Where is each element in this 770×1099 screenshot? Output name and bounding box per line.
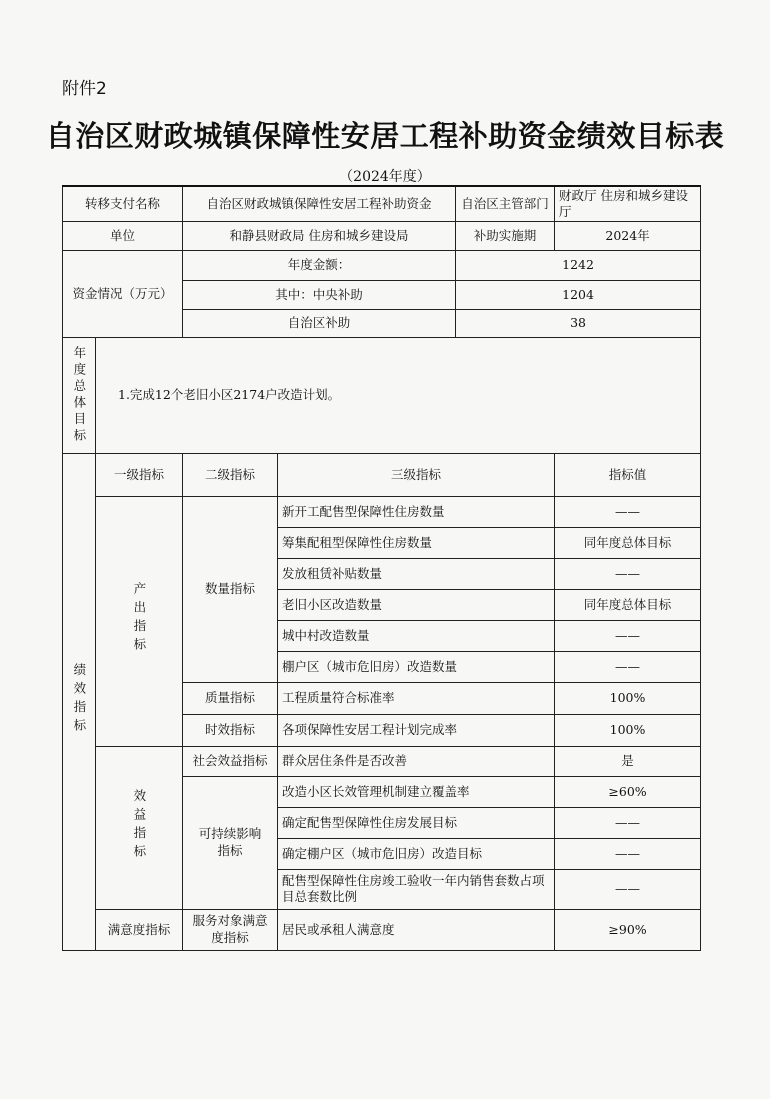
central-subsidy-value: 1204 [456,280,701,309]
level3-indicator: 配售型保障性住房竣工验收一年内销售套数占项目总套数比例 [278,869,555,909]
indicator-value: ≥90% [555,909,701,950]
level3-indicator: 群众居住条件是否改善 [278,746,555,776]
level3-indicator: 筹集配租型保障性住房数量 [278,527,555,558]
indicator-value: —— [555,838,701,869]
indicator-value: —— [555,558,701,589]
level3-indicator: 确定棚户区（城市危旧房）改造目标 [278,838,555,869]
indicator-value: —— [555,807,701,838]
indicator-value: —— [555,496,701,527]
level3-indicator: 城中村改造数量 [278,620,555,651]
indicator-value: —— [555,651,701,682]
attachment-label: 附件2 [62,79,107,99]
page-title: 自治区财政城镇保障性安居工程补助资金绩效目标表 [45,119,725,153]
year-label: （2024年度） [339,169,431,185]
level3-indicator: 居民或承租人满意度 [278,909,555,950]
level2-quality: 质量指标 [183,682,278,714]
level3-indicator: 新开工配售型保障性住房数量 [278,496,555,527]
performance-indicator-label: 绩效指标 [63,453,96,950]
level3-indicator: 确定配售型保障性住房发展目标 [278,807,555,838]
level3-indicator: 各项保障性安居工程计划完成率 [278,714,555,746]
level1-output: 产出指标 [96,496,183,746]
level1-satisfaction: 满意度指标 [96,909,183,950]
annual-goal-value: 1.完成12个老旧小区2174户改造计划。 [96,337,701,453]
indicator-value: 100% [555,682,701,714]
level2-timeliness: 时效指标 [183,714,278,746]
indicator-value: 100% [555,714,701,746]
transfer-name-label: 转移支付名称 [63,186,183,221]
header-value: 指标值 [555,453,701,496]
dept-label: 自治区主管部门 [456,186,555,221]
level2-social: 社会效益指标 [183,746,278,776]
level3-indicator: 发放租赁补贴数量 [278,558,555,589]
indicator-value: ≥60% [555,776,701,807]
indicator-value: 同年度总体目标 [555,589,701,620]
period-label: 补助实施期 [456,221,555,250]
annual-goal-label: 年度总体目标 [63,337,96,453]
indicator-value: 同年度总体目标 [555,527,701,558]
header-level2: 二级指标 [183,453,278,496]
level2-sustain: 可持续影响指标 [183,776,278,909]
level1-benefit: 效益指标 [96,746,183,909]
central-subsidy-label: 其中：中央补助 [183,280,456,309]
period-value: 2024年 [555,221,701,250]
level3-indicator: 工程质量符合标准率 [278,682,555,714]
annual-amount-value: 1242 [456,250,701,280]
annual-amount-label: 年度金额： [183,250,456,280]
level3-indicator: 改造小区长效管理机制建立覆盖率 [278,776,555,807]
level3-indicator: 老旧小区改造数量 [278,589,555,620]
header-level1: 一级指标 [96,453,183,496]
level2-quantity: 数量指标 [183,496,278,682]
unit-label: 单位 [63,221,183,250]
indicator-value: —— [555,620,701,651]
region-subsidy-label: 自治区补助 [183,309,456,337]
unit-value: 和静县财政局 住房和城乡建设局 [183,221,456,250]
header-level3: 三级指标 [278,453,555,496]
transfer-name-value: 自治区财政城镇保障性安居工程补助资金 [183,186,456,221]
indicator-value: 是 [555,746,701,776]
dept-value: 财政厅 住房和城乡建设厅 [555,186,701,221]
level3-indicator: 棚户区（城市危旧房）改造数量 [278,651,555,682]
indicator-value: —— [555,869,701,909]
region-subsidy-value: 38 [456,309,701,337]
funds-label: 资金情况（万元） [63,250,183,337]
performance-table [62,185,701,951]
level2-service: 服务对象满意度指标 [183,909,278,950]
